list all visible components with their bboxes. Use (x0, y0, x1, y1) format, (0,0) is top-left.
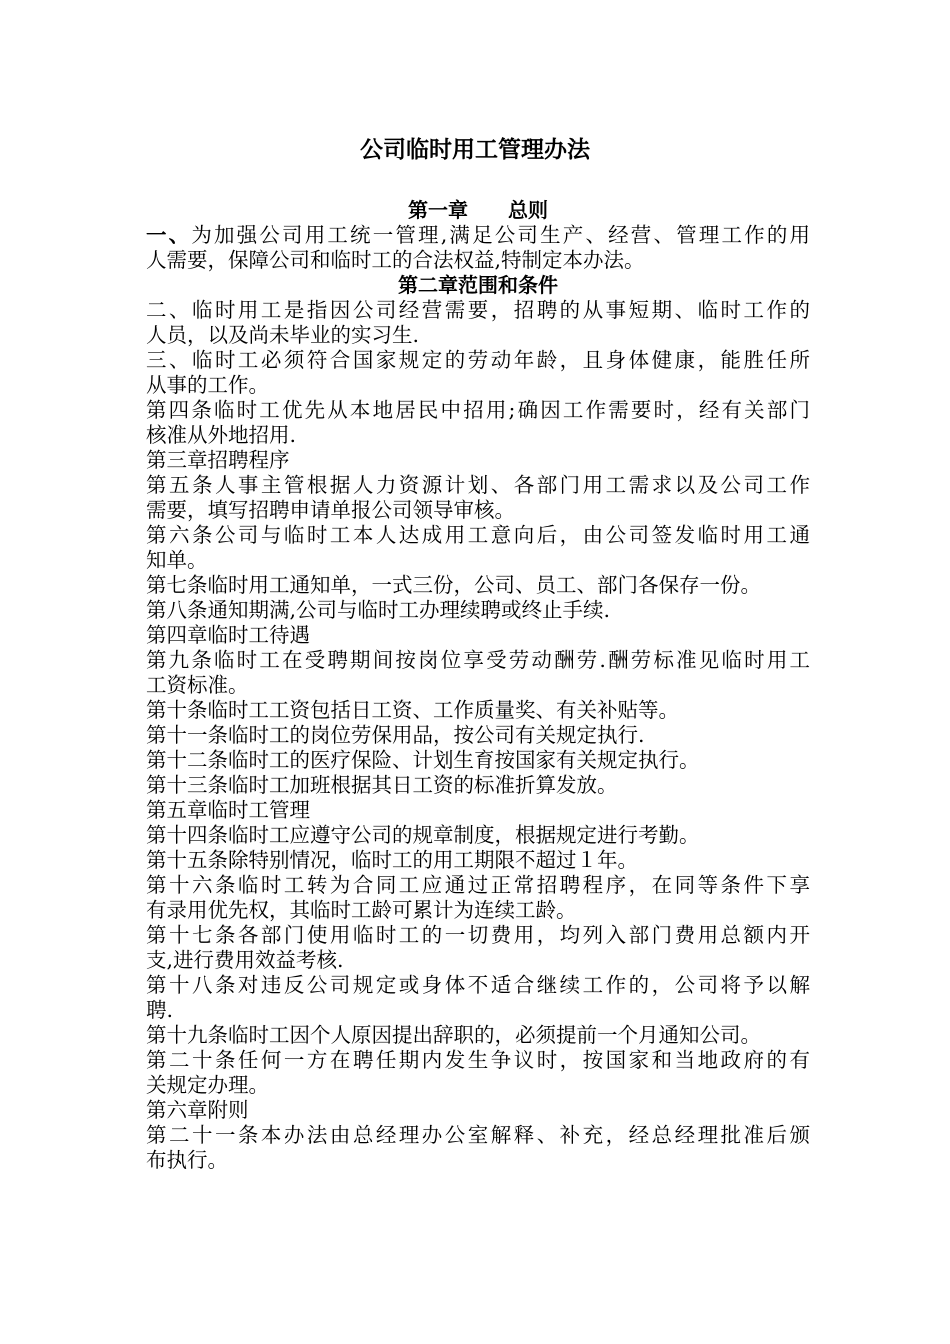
article-2-line-1: 二、临时用工是指因公司经营需要，招聘的从事短期、临时工作的 (146, 298, 810, 322)
article-5-line-1: 第五条人事主管根据人力资源计划、各部门用工需求以及公司工作 (146, 473, 810, 497)
article-4-line-2: 核准从外地招用. (146, 423, 297, 447)
article-9-line-1: 第九条临时工在受聘期间按岗位享受劳动酬劳.酬劳标准见临时用工 (146, 648, 810, 672)
article-16-line-2: 有录用优先权，其临时工龄可累计为连续工龄。 (146, 898, 577, 922)
article-15-line-1: 第十五条除特别情况，临时工的用工期限不超过１年。 (146, 848, 638, 872)
article-20-line-2: 关规定办理。 (146, 1073, 269, 1097)
article-1-line-2: 人需要，保障公司和临时工的合法权益,特制定本办法。 (146, 248, 645, 272)
article-1-text: 为加强公司用工统一管理,满足公司生产、经营、管理工作的用 (191, 223, 810, 247)
article-7-line-1: 第七条临时用工通知单，一式三份，公司、员工、部门各保存一份。 (146, 573, 761, 597)
article-1-lead: 一、 (146, 223, 192, 247)
article-14-line-1: 第十四条临时工应遵守公司的规章制度，根据规定进行考勤。 (146, 823, 700, 847)
article-5-line-2: 需要，填写招聘申请单报公司领导审核。 (146, 498, 515, 522)
article-16-line-1: 第十六条临时工转为合同工应通过正常招聘程序，在同等条件下享 (146, 873, 810, 897)
article-6-line-2: 知单。 (146, 548, 208, 572)
article-18-line-1: 第十八条对违反公司规定或身体不适合继续工作的，公司将予以解 (146, 973, 810, 997)
article-4-line-1: 第四条临时工优先从本地居民中招用;确因工作需要时，经有关部门 (146, 398, 810, 422)
article-3-line-2: 从事的工作。 (146, 373, 269, 397)
article-11-line-1: 第十一条临时工的岗位劳保用品，按公司有关规定执行. (146, 723, 645, 747)
article-13-line-1: 第十三条临时工加班根据其日工资的标准折算发放。 (146, 773, 618, 797)
chapter-4-heading: 第四章临时工待遇 (146, 623, 310, 647)
article-8-line-1: 第八条通知期满,公司与临时工办理续聘或终止手续. (146, 598, 611, 622)
article-18-line-2: 聘. (146, 998, 174, 1022)
article-6-line-1: 第六条公司与临时工本人达成用工意向后，由公司签发临时用工通 (146, 523, 810, 547)
article-21-line-1: 第二十一条本办法由总经理办公室解释、补充，经总经理批准后颁 (146, 1123, 810, 1147)
chapter-5-heading: 第五章临时工管理 (146, 798, 310, 822)
article-1-line-1 (146, 223, 810, 248)
article-20-line-1: 第二十条任何一方在聘任期内发生争议时，按国家和当地政府的有 (146, 1048, 810, 1072)
chapter-2-heading: 第二章范围和条件 (398, 273, 558, 297)
article-17-line-1: 第十七条各部门使用临时工的一切费用，均列入部门费用总额内开 (146, 923, 810, 947)
article-17-line-2: 支,进行费用效益考核. (146, 948, 344, 972)
article-19-line-1: 第十九条临时工因个人原因提出辞职的，必须提前一个月通知公司。 (146, 1023, 761, 1047)
document-title: 公司临时用工管理办法 (360, 137, 590, 163)
document-body (146, 198, 810, 1173)
chapter-6-heading: 第六章附则 (146, 1098, 249, 1122)
article-2-line-2: 人员，以及尚未毕业的实习生. (146, 323, 420, 347)
chapter-1-heading: 第一章 总则 (408, 198, 548, 222)
chapter-3-heading: 第三章招聘程序 (146, 448, 290, 472)
article-12-line-1: 第十二条临时工的医疗保险、计划生育按国家有关规定执行。 (146, 748, 700, 772)
article-21-line-2: 布执行。 (146, 1148, 228, 1172)
article-9-line-2: 工资标准。 (146, 673, 249, 697)
article-10-line-1: 第十条临时工工资包括日工资、工作质量奖、有关补贴等。 (146, 698, 679, 722)
article-3-line-1: 三、临时工必须符合国家规定的劳动年龄，且身体健康，能胜任所 (146, 348, 810, 372)
